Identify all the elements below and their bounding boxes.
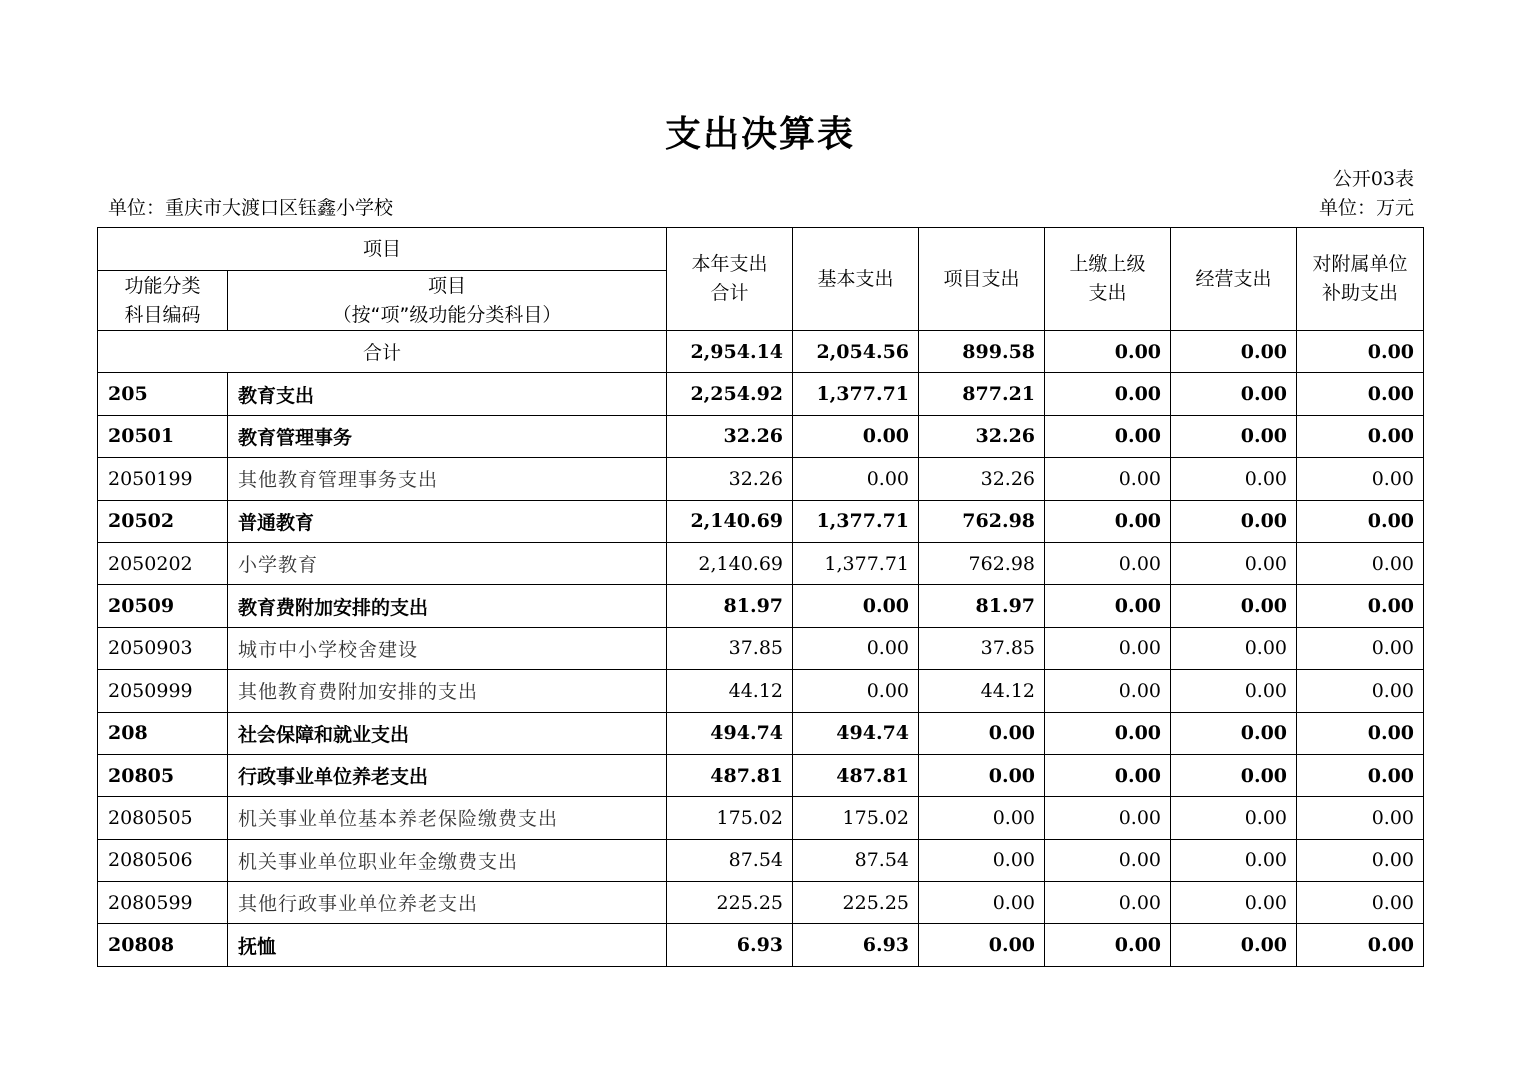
function-code: 208 xyxy=(98,712,228,754)
item-name: 其他教育费附加安排的支出 xyxy=(228,670,667,712)
table-row xyxy=(98,373,1424,415)
function-code: 2050999 xyxy=(98,670,228,712)
amount-cell: 1,377.71 xyxy=(793,542,919,584)
amount-cell: 0.00 xyxy=(793,627,919,669)
amount-cell: 877.21 xyxy=(919,373,1045,415)
total-cell: 0.00 xyxy=(1297,331,1424,373)
amount-cell: 0.00 xyxy=(1045,627,1171,669)
amount-cell: 225.25 xyxy=(667,882,793,924)
total-cell: 2,954.14 xyxy=(667,331,793,373)
total-cell: 0.00 xyxy=(1045,331,1171,373)
amount-cell: 0.00 xyxy=(1045,839,1171,881)
item-name: 城市中小学校舍建设 xyxy=(228,627,667,669)
total-row xyxy=(98,331,1424,373)
amount-cell: 81.97 xyxy=(919,585,1045,627)
amount-cell: 0.00 xyxy=(1045,500,1171,542)
amount-cell: 0.00 xyxy=(1171,585,1297,627)
header-item: 项目 xyxy=(98,228,667,271)
header-name-line1: 项目 xyxy=(428,274,467,297)
amount-cell: 0.00 xyxy=(1045,458,1171,500)
function-code: 20808 xyxy=(98,924,228,966)
function-code: 20502 xyxy=(98,500,228,542)
table-row xyxy=(98,585,1424,627)
table-row xyxy=(98,415,1424,457)
amount-cell: 0.00 xyxy=(1297,797,1424,839)
table-row xyxy=(98,542,1424,584)
function-code: 2080599 xyxy=(98,882,228,924)
amount-cell: 0.00 xyxy=(1297,500,1424,542)
organization-unit: 单位：重庆市大渡口区钰鑫小学校 xyxy=(108,197,394,219)
header-total-line2: 合计 xyxy=(710,282,749,304)
amount-cell: 0.00 xyxy=(793,458,919,500)
function-code: 2050903 xyxy=(98,627,228,669)
amount-cell: 0.00 xyxy=(1171,500,1297,542)
amount-cell: 0.00 xyxy=(1171,839,1297,881)
total-cell: 2,054.56 xyxy=(793,331,919,373)
amount-cell: 0.00 xyxy=(1045,542,1171,584)
function-code: 20501 xyxy=(98,415,228,457)
amount-cell: 0.00 xyxy=(793,670,919,712)
item-name: 机关事业单位基本养老保险缴费支出 xyxy=(228,797,667,839)
amount-cell: 87.54 xyxy=(793,839,919,881)
amount-cell: 0.00 xyxy=(1171,415,1297,457)
header-subsidy xyxy=(1297,228,1424,331)
amount-cell: 37.85 xyxy=(919,627,1045,669)
expenditure-table xyxy=(97,227,1424,967)
amount-cell: 87.54 xyxy=(667,839,793,881)
amount-cell: 487.81 xyxy=(667,754,793,796)
amount-cell: 0.00 xyxy=(1297,882,1424,924)
header-total xyxy=(667,228,793,331)
amount-cell: 0.00 xyxy=(1045,754,1171,796)
table-row xyxy=(98,458,1424,500)
header-upper-line1: 上缴上级 xyxy=(1069,253,1146,275)
item-name: 机关事业单位职业年金缴费支出 xyxy=(228,839,667,881)
amount-cell: 0.00 xyxy=(919,882,1045,924)
item-name: 抚恤 xyxy=(228,924,667,966)
amount-cell: 175.02 xyxy=(667,797,793,839)
table-row xyxy=(98,839,1424,881)
table-row xyxy=(98,797,1424,839)
amount-cell: 0.00 xyxy=(1297,458,1424,500)
function-code: 205 xyxy=(98,373,228,415)
header-total-line1: 本年支出 xyxy=(691,253,768,275)
header-basic: 基本支出 xyxy=(793,228,919,331)
amount-cell: 175.02 xyxy=(793,797,919,839)
amount-cell: 0.00 xyxy=(1171,712,1297,754)
header-operating: 经营支出 xyxy=(1171,228,1297,331)
header-subsidy-line2: 补助支出 xyxy=(1322,282,1399,304)
amount-cell: 0.00 xyxy=(1045,882,1171,924)
amount-cell: 0.00 xyxy=(919,924,1045,966)
table-row xyxy=(98,712,1424,754)
amount-cell: 0.00 xyxy=(1297,839,1424,881)
function-code: 20805 xyxy=(98,754,228,796)
amount-cell: 0.00 xyxy=(1171,797,1297,839)
amount-cell: 32.26 xyxy=(667,458,793,500)
header-name xyxy=(228,271,667,331)
total-label: 合计 xyxy=(98,331,667,373)
amount-cell: 0.00 xyxy=(1045,585,1171,627)
table-row xyxy=(98,500,1424,542)
amount-cell: 0.00 xyxy=(1171,882,1297,924)
amount-cell: 0.00 xyxy=(1045,670,1171,712)
item-name: 其他教育管理事务支出 xyxy=(228,458,667,500)
amount-cell: 0.00 xyxy=(1171,373,1297,415)
amount-cell: 0.00 xyxy=(1297,373,1424,415)
amount-cell: 487.81 xyxy=(793,754,919,796)
amount-cell: 81.97 xyxy=(667,585,793,627)
header-name-line2: （按“项”级功能分类科目） xyxy=(332,303,562,326)
amount-cell: 0.00 xyxy=(1297,542,1424,584)
total-cell: 899.58 xyxy=(919,331,1045,373)
amount-cell: 6.93 xyxy=(793,924,919,966)
item-name: 普通教育 xyxy=(228,500,667,542)
header-upper-line2: 支出 xyxy=(1088,282,1127,304)
amount-cell: 0.00 xyxy=(1045,415,1171,457)
item-name: 行政事业单位养老支出 xyxy=(228,754,667,796)
amount-cell: 0.00 xyxy=(919,839,1045,881)
amount-cell: 32.26 xyxy=(919,458,1045,500)
amount-cell: 2,140.69 xyxy=(667,500,793,542)
amount-cell: 1,377.71 xyxy=(793,373,919,415)
amount-cell: 0.00 xyxy=(1297,627,1424,669)
header-upper xyxy=(1045,228,1171,331)
amount-cell: 0.00 xyxy=(1171,754,1297,796)
amount-cell: 32.26 xyxy=(919,415,1045,457)
amount-cell: 0.00 xyxy=(793,415,919,457)
amount-cell: 32.26 xyxy=(667,415,793,457)
amount-cell: 494.74 xyxy=(793,712,919,754)
amount-cell: 0.00 xyxy=(793,585,919,627)
form-number: 公开03表 xyxy=(1332,168,1414,190)
page-title: 支出决算表 xyxy=(664,114,855,155)
amount-cell: 0.00 xyxy=(1171,924,1297,966)
amount-cell: 225.25 xyxy=(793,882,919,924)
total-cell: 0.00 xyxy=(1171,331,1297,373)
table-row xyxy=(98,670,1424,712)
function-code: 2080506 xyxy=(98,839,228,881)
item-name: 教育费附加安排的支出 xyxy=(228,585,667,627)
header-project: 项目支出 xyxy=(919,228,1045,331)
header-code-line1: 功能分类 xyxy=(124,274,201,297)
amount-cell: 0.00 xyxy=(1045,712,1171,754)
amount-cell: 2,254.92 xyxy=(667,373,793,415)
header-subsidy-line1: 对附属单位 xyxy=(1312,253,1408,275)
amount-cell: 0.00 xyxy=(1045,924,1171,966)
amount-cell: 2,140.69 xyxy=(667,542,793,584)
table-row xyxy=(98,882,1424,924)
amount-cell: 0.00 xyxy=(1171,627,1297,669)
header-code-line2: 科目编码 xyxy=(124,303,201,326)
function-code: 20509 xyxy=(98,585,228,627)
amount-cell: 6.93 xyxy=(667,924,793,966)
amount-cell: 44.12 xyxy=(919,670,1045,712)
currency-unit: 单位：万元 xyxy=(1318,197,1414,219)
amount-cell: 44.12 xyxy=(667,670,793,712)
header-code xyxy=(98,271,228,331)
amount-cell: 0.00 xyxy=(1297,415,1424,457)
amount-cell: 762.98 xyxy=(919,542,1045,584)
amount-cell: 0.00 xyxy=(1171,458,1297,500)
item-name: 小学教育 xyxy=(228,542,667,584)
function-code: 2050202 xyxy=(98,542,228,584)
table-row xyxy=(98,627,1424,669)
item-name: 教育支出 xyxy=(228,373,667,415)
amount-cell: 0.00 xyxy=(1045,373,1171,415)
amount-cell: 0.00 xyxy=(1297,670,1424,712)
amount-cell: 0.00 xyxy=(1045,797,1171,839)
amount-cell: 0.00 xyxy=(1297,754,1424,796)
item-name: 教育管理事务 xyxy=(228,415,667,457)
amount-cell: 0.00 xyxy=(1171,670,1297,712)
amount-cell: 0.00 xyxy=(1297,585,1424,627)
function-code: 2080505 xyxy=(98,797,228,839)
table-row xyxy=(98,924,1424,966)
amount-cell: 0.00 xyxy=(919,754,1045,796)
amount-cell: 0.00 xyxy=(919,712,1045,754)
item-name: 其他行政事业单位养老支出 xyxy=(228,882,667,924)
amount-cell: 0.00 xyxy=(1171,542,1297,584)
item-name: 社会保障和就业支出 xyxy=(228,712,667,754)
function-code: 2050199 xyxy=(98,458,228,500)
amount-cell: 494.74 xyxy=(667,712,793,754)
table-row xyxy=(98,754,1424,796)
amount-cell: 1,377.71 xyxy=(793,500,919,542)
amount-cell: 0.00 xyxy=(1297,924,1424,966)
amount-cell: 0.00 xyxy=(1297,712,1424,754)
amount-cell: 37.85 xyxy=(667,627,793,669)
amount-cell: 762.98 xyxy=(919,500,1045,542)
amount-cell: 0.00 xyxy=(919,797,1045,839)
